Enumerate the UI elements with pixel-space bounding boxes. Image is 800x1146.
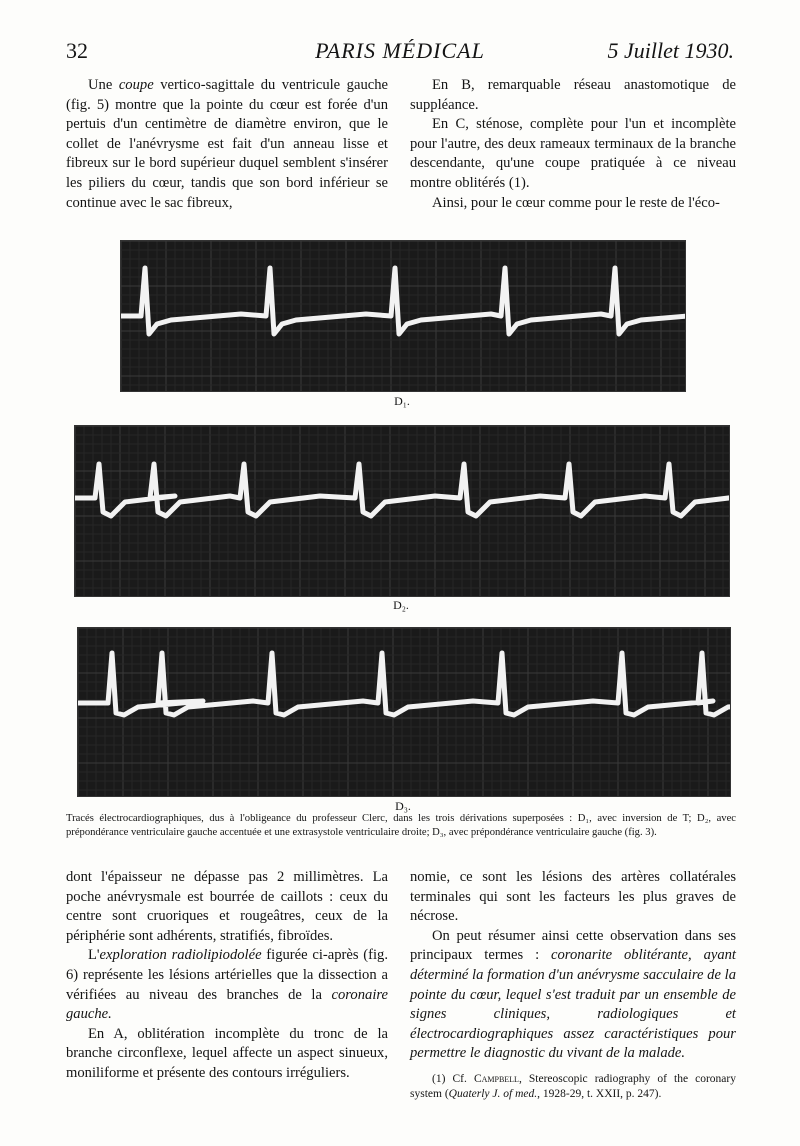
italic-run: coronaire gauche.	[66, 986, 388, 1023]
issue-date: 5 Juillet 1930.	[607, 38, 734, 63]
ecg-trace-d1	[121, 241, 685, 391]
italic-run: coupe	[118, 77, 154, 93]
paragraph: dont l'épaisseur ne dépasse pas 2 millimètres. La poche anévrysmale est bourrée de caillots : ceux du centre sont cruoriques et rougeâtres, ceux de la périphérie sont adhérents, stratifiés, fibroïdes.	[66, 869, 388, 944]
lead-label-d1: D₁.	[394, 394, 410, 408]
text-run: L'	[88, 947, 100, 964]
text-run: vertico-sagittale du ventricule gauche (fig. 5) montre que la pointe du cœur est forée d'un pertuis d'un centimètre de diamètre environ, que le collet de l'anévrysme est fait d'un anneau lisse et fibreux sur le bord supérieur duquel semblent s'insérer les piliers du cœur, tandis que son bord inférieur se continue avec le sac fibreux,	[66, 77, 388, 211]
ecg-line-d3	[78, 653, 730, 715]
footnote	[410, 1072, 736, 1102]
text-run: , 1928-29, t. XXII, p. 247).	[537, 1087, 662, 1100]
ecg-trace-d3	[78, 628, 730, 796]
italic-run: exploration radiolipiodolée	[99, 947, 262, 964]
paragraph: Ainsi, pour le cœur comme pour le reste de l'éco-	[432, 194, 720, 211]
ecg-strip-d1	[120, 240, 686, 392]
paragraph: En C, sténose, complète pour l'un et incomplète pour l'autre, des deux rameaux terminaux de la branche descendante, qu'une coupe pratiquée à ce niveau montre oblitérés (1).	[410, 116, 736, 191]
text-run: On peut résumer ainsi cette observation dans ses principaux termes :	[410, 927, 736, 964]
bottom-right-column	[410, 868, 736, 1102]
paragraph: En A, oblitération incomplète du tronc de la branche circonflexe, lequel affecte un aspect sinueux, moniliforme et présente des contours irréguliers.	[66, 1025, 388, 1081]
text-run: , Stereoscopic radiography of the coronary system (	[410, 1072, 736, 1100]
page-number: 32	[66, 38, 88, 63]
author-name: Campbell	[473, 1072, 519, 1085]
ecg-strip-d3	[77, 627, 731, 797]
text-run: figurée ci-après (fig. 6) représente les lésions artérielles que la dissection a vérifiées au niveau des branches de la	[66, 947, 389, 1003]
lead-label-d3: D₃.	[395, 799, 411, 813]
italic-run: Quaterly J. of med.	[448, 1087, 538, 1100]
bottom-left-column	[66, 868, 388, 1084]
journal-title: PARIS MÉDICAL	[315, 38, 485, 63]
paragraph: En B, remarquable réseau anastomotique de suppléance.	[410, 77, 736, 113]
ecg-trace-d2	[75, 426, 729, 596]
paragraph	[66, 946, 388, 1024]
text-run: Une	[88, 77, 119, 93]
top-left-column	[66, 76, 388, 213]
ecg-line-d2	[75, 464, 729, 516]
lead-label-d2: D₂.	[393, 598, 409, 612]
paragraph: nomie, ce sont les lésions des artères collatérales terminales qui sont les facteurs les plus graves de nécrose.	[410, 869, 736, 925]
ecg-strip-d2	[74, 425, 730, 597]
text-run: (1) Cf.	[432, 1072, 474, 1085]
ecg-line-d1	[121, 268, 685, 334]
italic-run: coronarite oblitérante, ayant déterminé la formation d'un anévrysme sacculaire de la pointe du cœur, lequel s'est traduit par un ensemble de signes cliniques, radiologiques et électrocardiographiques assez caractéristiques pour permettre le diagnostic du vivant de la malade.	[410, 947, 736, 1062]
page-header	[66, 38, 734, 68]
paragraph	[410, 927, 736, 1064]
figure-caption: Tracés électrocardiographiques, dus à l'obligeance du professeur Clerc, dans les trois dérivations superposées : D₁, avec inversion de T; D₂, avec prépondérance ventriculaire gauche accentuée et une extrasystole ventriculaire droite; D₃, avec prépondérance ventriculaire gauche (fig. 3).	[66, 813, 736, 838]
top-right-column	[410, 76, 736, 213]
